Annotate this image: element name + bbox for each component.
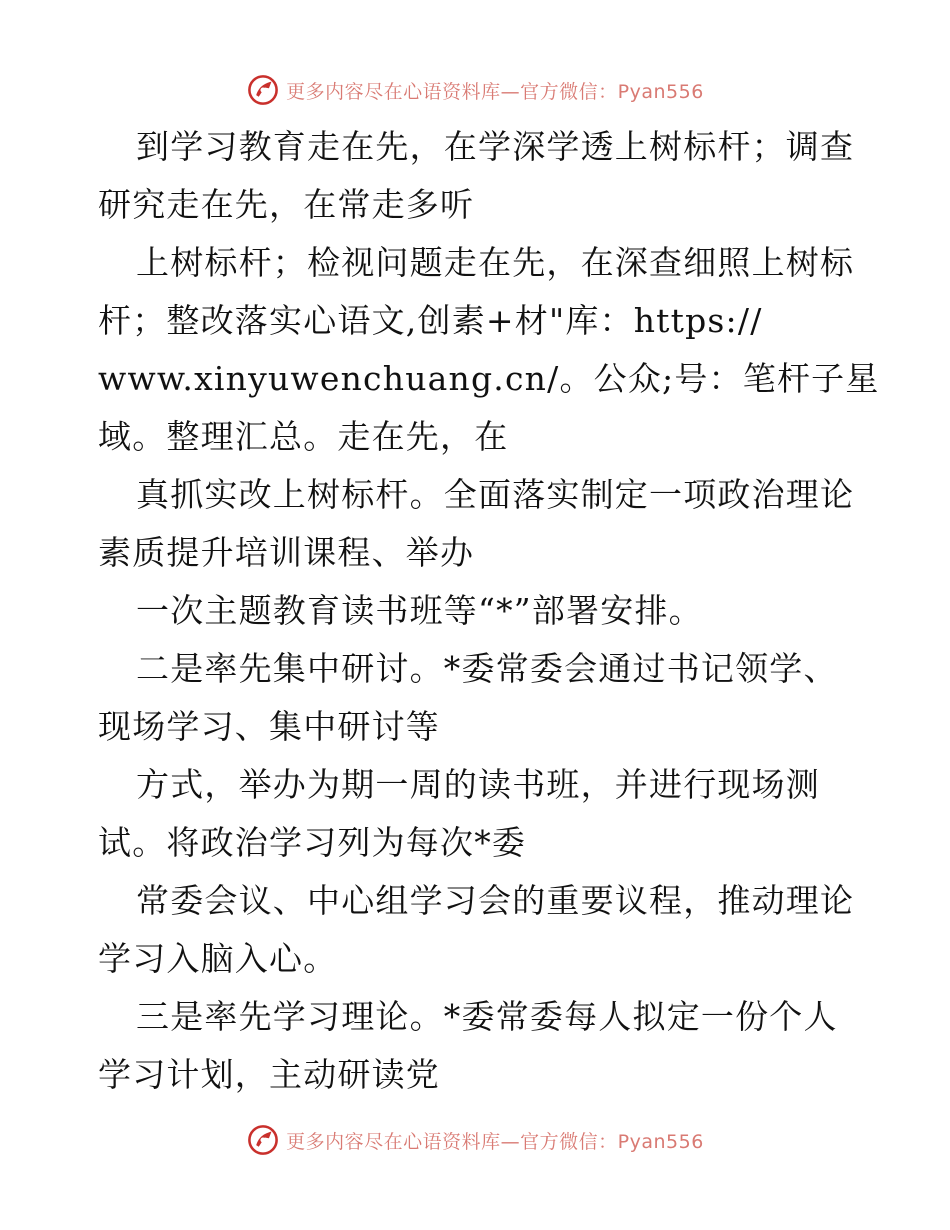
body-line: 常委会议、中心组学习会的重要议程，推动理论 [136, 881, 855, 920]
body-line: 素质提升培训课程、举办 [98, 533, 475, 572]
body-line: 真抓实改上树标杆。全面落实制定一项政治理论 [136, 475, 855, 514]
body-line: www.xinyuwenchuang.cn/。公众;号：笔杆子星 [98, 359, 880, 398]
header-watermark-banner [0, 70, 950, 110]
body-line: 学习计划，主动研读党 [98, 1055, 440, 1094]
body-line: 学习入脑入心。 [98, 939, 338, 978]
body-line: 到学习教育走在先，在学深学透上树标杆；调查 [136, 127, 855, 166]
body-line: 杆；整改落实心语文,创素+材"库：https:// [98, 301, 763, 340]
body-line: 三是率先学习理论。*委常委每人拟定一份个人 [136, 997, 838, 1036]
body-line: 研究走在先，在常走多听 [98, 185, 475, 224]
body-line: 二是率先集中研讨。*委常委会通过书记领学、 [136, 649, 838, 688]
body-line: 上树标杆；检视问题走在先，在深查细照上树标 [136, 243, 855, 282]
seal-logo-icon [246, 73, 280, 107]
body-line: 试。将政治学习列为每次*委 [98, 823, 527, 862]
body-line: 一次主题教育读书班等“*”部署安排。 [136, 591, 703, 630]
body-line: 方式，举办为期一周的读书班，并进行现场测 [136, 765, 820, 804]
body-line: 现场学习、集中研讨等 [98, 707, 440, 746]
footer-watermark-banner [0, 1120, 950, 1160]
body-line: 域。整理汇总。走在先，在 [98, 417, 509, 456]
footer-watermark-text: 更多内容尽在心语资料库—官方微信：Pyan556 [286, 1130, 704, 1153]
header-watermark-text: 更多内容尽在心语资料库—官方微信：Pyan556 [286, 80, 704, 103]
seal-logo-icon [246, 1123, 280, 1157]
